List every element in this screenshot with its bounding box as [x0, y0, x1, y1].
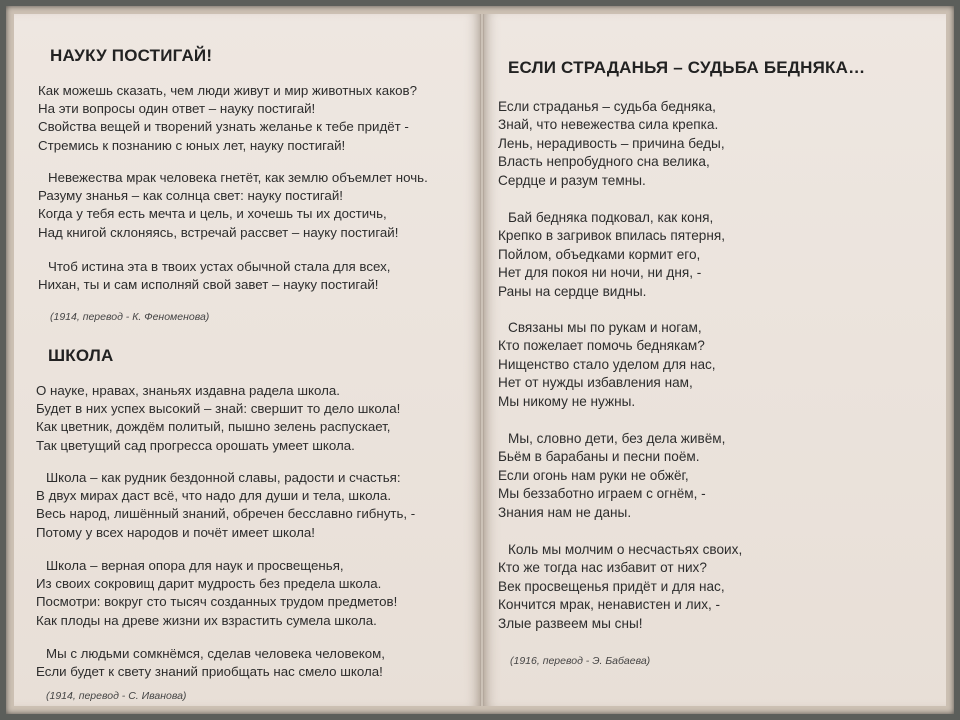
- poem-line: Кто же тогда нас избавит от них?: [498, 560, 707, 576]
- poem-line: Мы никому не нужны.: [498, 393, 636, 409]
- poem-line: Если будет к свету знаний приобщать нас смело школа!: [36, 664, 383, 680]
- poem-line: Век просвещенья придёт и для нас,: [498, 578, 725, 594]
- poem-line: Нет для покоя ни ночи, ни дня, -: [498, 265, 702, 281]
- stanza: [36, 645, 385, 681]
- poem-line: Связаны мы по рукам и ногам,: [508, 320, 702, 335]
- translation-credit: (1914, перевод - К. Феноменова): [50, 311, 210, 323]
- poem-line: Крепко в загривок впилась пятерня,: [498, 228, 725, 244]
- right-page: [484, 14, 946, 706]
- poem-line: О науке, нравах, знаньях издавна радела школа.: [36, 383, 340, 398]
- translation-credit: (1916, перевод - Э. Бабаева): [510, 655, 651, 667]
- poem-line: Бай бедняка подковал, как коня,: [508, 210, 714, 225]
- poem-line: Над книгой склоняясь, встречай рассвет – науку постигай!: [38, 224, 399, 240]
- stanza: [38, 169, 428, 242]
- poem-title: НАУКУ ПОСТИГАЙ!: [50, 46, 213, 65]
- poem-line: Если огонь нам руки не обжёг,: [498, 467, 689, 483]
- poem-line: Стремись к познанию с юных лет, науку постигай!: [38, 137, 346, 153]
- poem-line: Знай, что невежества сила крепка.: [498, 117, 719, 133]
- poem-line: Как можешь сказать, чем люди живут и мир животных каков?: [38, 83, 418, 98]
- stanza: [36, 557, 397, 630]
- stanza: [38, 82, 417, 155]
- poem-line: Нищенство стало уделом для нас,: [498, 356, 716, 372]
- stanza: [36, 382, 400, 455]
- poem-line: Пойлом, объедками кормит его,: [498, 246, 701, 262]
- poem-line: Нихан, ты и сам исполняй свой завет – науку постигай!: [38, 277, 379, 293]
- poem-line: Мы, словно дети, без дела живём,: [508, 431, 726, 446]
- poem-line: Знания нам не даны.: [498, 504, 632, 520]
- poem-line: Посмотри: вокруг сто тысяч созданных трудом предметов!: [36, 594, 398, 610]
- translation-credit: (1914, перевод - С. Иванова): [46, 690, 187, 702]
- poem-line: Раны на сердце видны.: [498, 283, 647, 299]
- poem-line: Будет в них успех высокий – знай: свершит то дело школа!: [36, 401, 401, 417]
- poem-line: Так цветущий сад прогресса орошать умеет школа.: [36, 437, 355, 453]
- poem-line: Бьём в барабаны и песни поём.: [498, 449, 700, 465]
- poem-line: Нет от нужды избавления нам,: [498, 375, 693, 391]
- poem-line: Лень, нерадивость – причина беды,: [498, 135, 725, 151]
- stanza: [498, 430, 725, 522]
- stanza: [498, 98, 725, 190]
- poem-line: Свойства вещей и творений узнать желанье к тебе придёт -: [38, 119, 409, 135]
- poem-line: Школа – верная опора для наук и просвещенья,: [46, 558, 344, 573]
- poem-line: Разуму знанья – как солнца свет: науку постигай!: [38, 188, 343, 204]
- poem-line: В двух мирах даст всё, что надо для души и тела, школа.: [36, 488, 392, 504]
- poem-line: Невежества мрак человека гнетёт, как землю объемлет ночь.: [48, 170, 428, 185]
- poem-line: Как цветник, дождём политый, пышно зелень распускает,: [36, 419, 391, 435]
- poem-line: Кто пожелает помочь беднякам?: [498, 338, 705, 354]
- book-spread: [6, 6, 954, 714]
- poem-line: Как плоды на древе жизни их взрастить сумела школа.: [36, 612, 377, 628]
- stanza: [498, 209, 725, 301]
- poem-line: Чтоб истина эта в твоих устах обычной стала для всех,: [48, 259, 391, 274]
- poem-line: Из своих сокровищ дарит мудрость без предела школа.: [36, 576, 382, 592]
- poem-line: Когда у тебя есть мечта и цель, и хочешь ты их достичь,: [38, 206, 387, 222]
- stanza: [498, 541, 742, 633]
- poem-line: Власть непробудного сна велика,: [498, 154, 710, 170]
- poem-line: Школа – как рудник бездонной славы, радости и счастья:: [46, 470, 401, 485]
- poem-line: Сердце и разум темны.: [498, 172, 646, 188]
- poem-line: Весь народ, лишённый знаний, обречен бесславно гибнуть, -: [36, 506, 416, 522]
- poem-line: Мы с людьми сомкнёмся, сделав человека человеком,: [46, 646, 385, 661]
- poem-title: ШКОЛА: [48, 346, 114, 365]
- stanza: [498, 319, 716, 411]
- stanza: [38, 258, 390, 294]
- poem-line: Потому у всех народов и почёт имеет школа!: [36, 524, 315, 540]
- poem-line: Если страданья – судьба бедняка,: [498, 99, 716, 114]
- stanza: [36, 469, 415, 542]
- poem-title: ЕСЛИ СТРАДАНЬЯ – СУДЬБА БЕДНЯКА…: [508, 58, 866, 77]
- poem-line: Злые развеем мы сны!: [498, 615, 643, 631]
- poem-line: Коль мы молчим о несчастьях своих,: [508, 542, 743, 557]
- left-page: [14, 14, 480, 706]
- poem-line: Мы беззаботно играем с огнём, -: [498, 486, 706, 502]
- poem-line: Кончится мрак, ненавистен и лих, -: [498, 597, 721, 613]
- poem-line: На эти вопросы один ответ – науку постигай!: [38, 101, 316, 117]
